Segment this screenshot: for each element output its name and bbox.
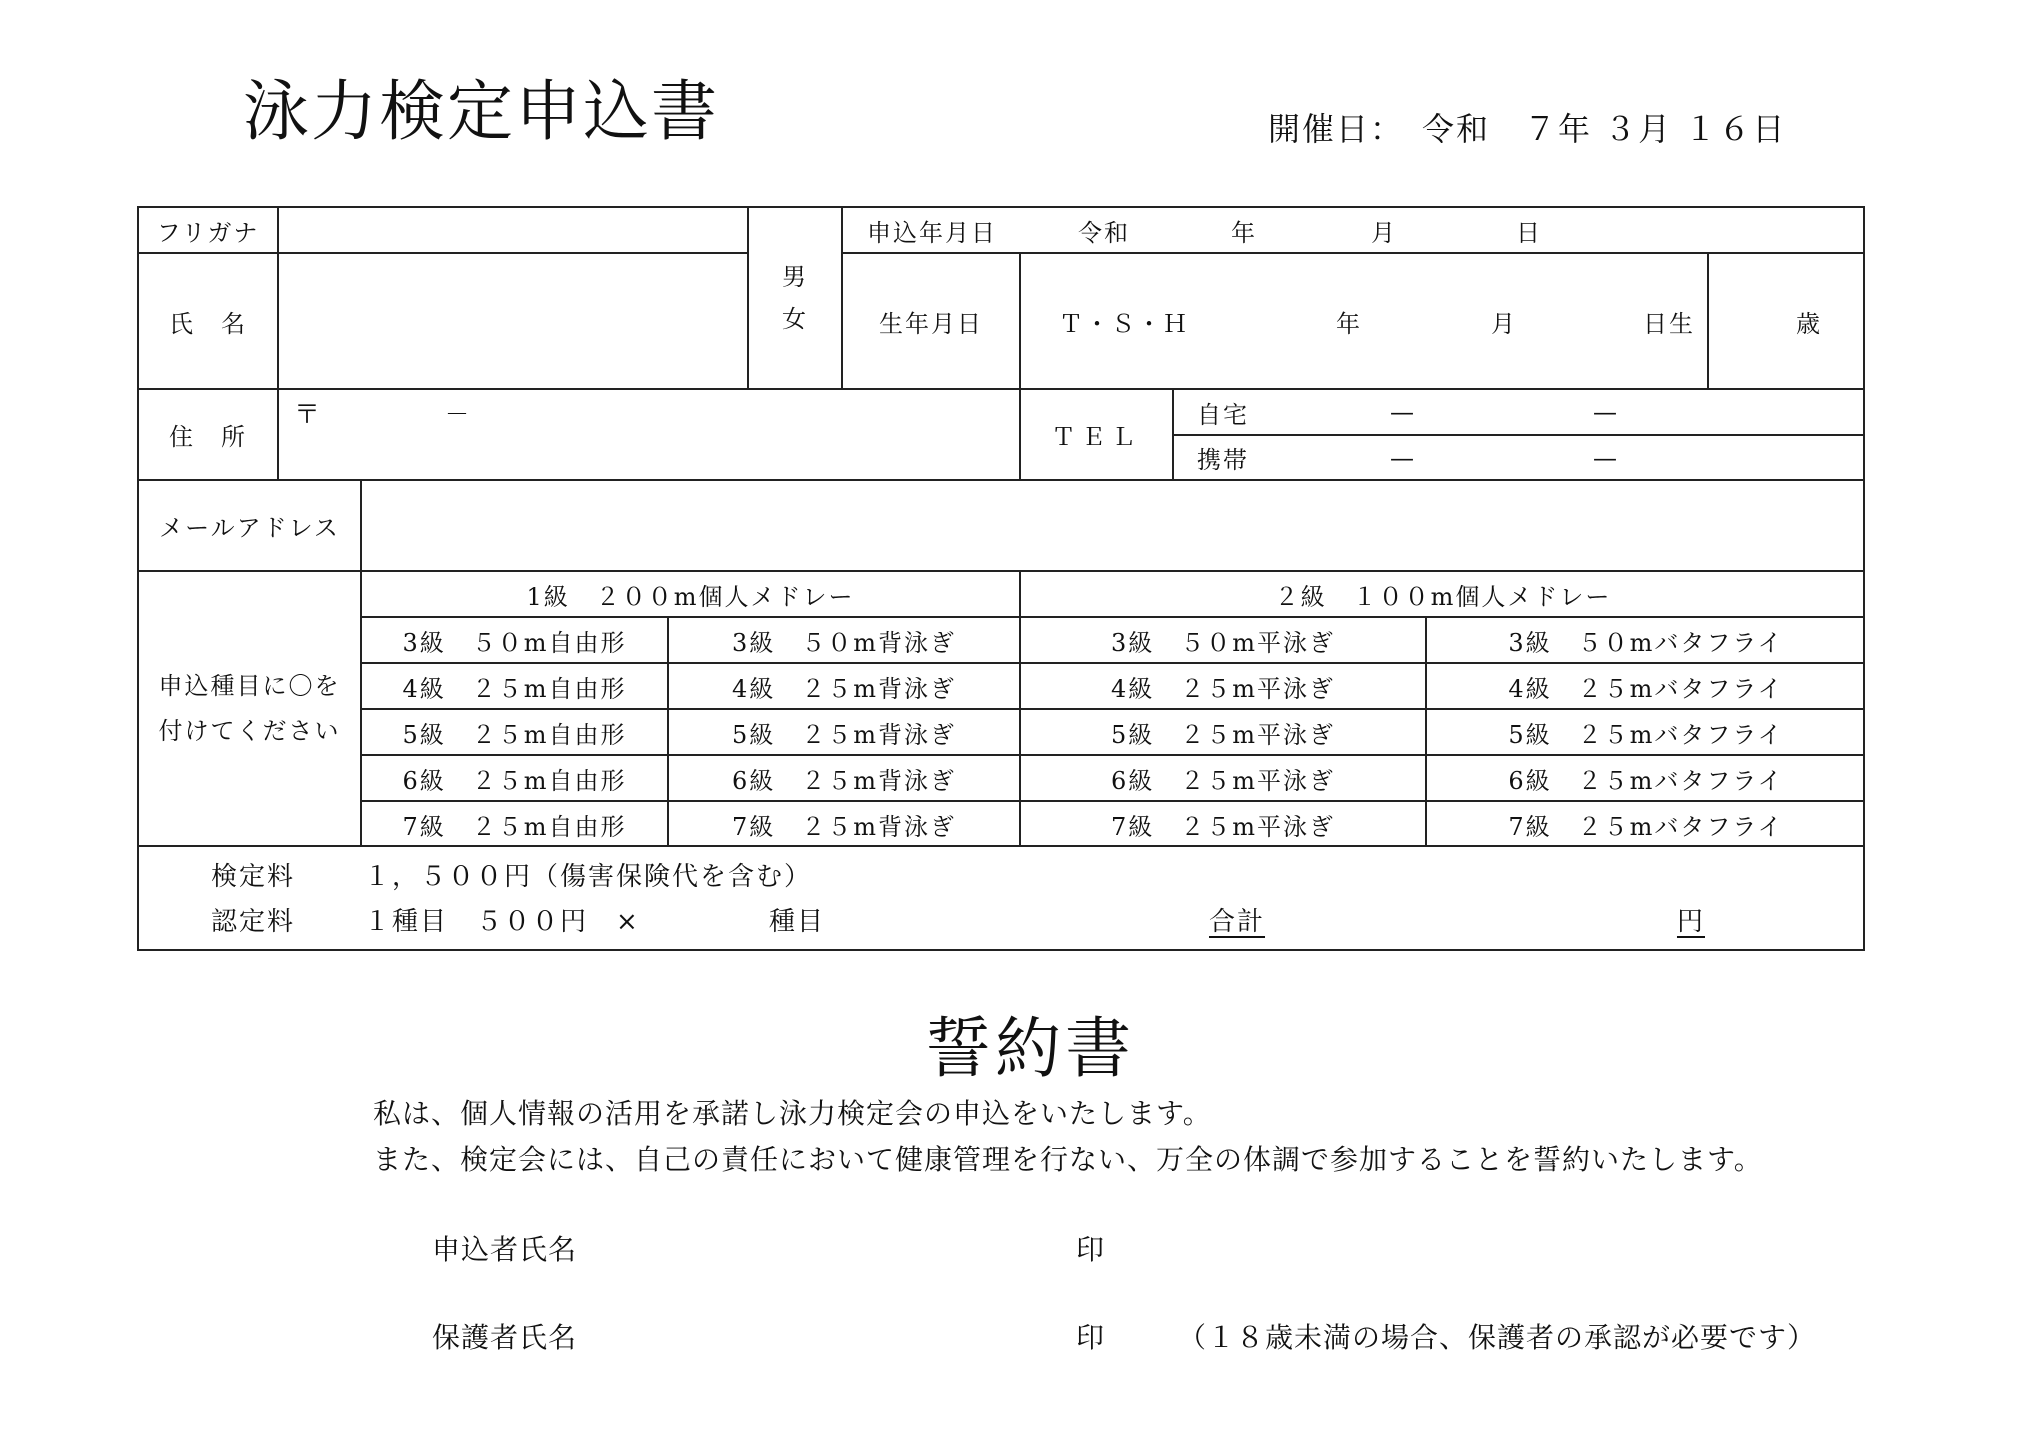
postal-mark: 〒: [294, 400, 321, 430]
event-medley-1[interactable]: 1級 ２００m個人メドレー: [526, 582, 855, 611]
birthdate-month: 月: [1491, 309, 1517, 338]
address-label: 住 所: [169, 423, 247, 451]
event-breaststroke-grade-5[interactable]: 5級 ２５m平泳ぎ: [1110, 720, 1336, 749]
exam-fee-label: 検定料: [211, 862, 296, 892]
name-label: 氏 名: [169, 309, 247, 338]
event-backstroke-grade-7[interactable]: 7級 ２５m背泳ぎ: [731, 812, 957, 841]
event-freestyle-grade-4[interactable]: 4級 ２５m自由形: [402, 674, 627, 703]
event-freestyle-grade-3[interactable]: 3級 ５０m自由形: [402, 628, 627, 657]
tel-home-label: 自宅: [1197, 400, 1249, 429]
application-date-month: 月: [1371, 218, 1397, 247]
address-field[interactable]: [279, 390, 1019, 479]
application-date-year: 年: [1231, 218, 1257, 247]
pledge-line-1: 私は、個人情報の活用を承諾し泳力検定会の申込をいたします。: [373, 1097, 1212, 1130]
application-date-day: 日: [1516, 218, 1542, 247]
applicant-seal: 印: [1076, 1233, 1106, 1266]
tel-home-dash-2: —: [1593, 398, 1617, 426]
event-breaststroke-grade-3[interactable]: 3級 ５０m平泳ぎ: [1110, 628, 1336, 657]
event-breaststroke-grade-4[interactable]: 4級 ２５m平泳ぎ: [1110, 674, 1336, 703]
guardian-name-field[interactable]: [600, 1310, 1050, 1350]
tel-home-dash-1: —: [1390, 398, 1414, 426]
email-field[interactable]: [362, 481, 1865, 570]
total-unit: 円: [1676, 907, 1705, 937]
application-form-table: [137, 206, 1865, 951]
event-butterfly-grade-3[interactable]: 3級 ５０mバタフライ: [1508, 628, 1784, 657]
event-breaststroke-grade-7[interactable]: 7級 ２５m平泳ぎ: [1110, 812, 1336, 841]
event-freestyle-grade-6[interactable]: 6級 ２５m自由形: [402, 766, 627, 795]
event-butterfly-grade-6[interactable]: 6級 ２５mバタフライ: [1508, 766, 1784, 795]
pledge-line-2: また、検定会には、自己の責任において健康管理を行ない、万全の体調で参加することを誓約いたします。: [373, 1143, 1763, 1176]
event-butterfly-grade-4[interactable]: 4級 ２５mバタフライ: [1508, 674, 1784, 703]
event-medley-2[interactable]: ２級 １００m個人メドレー: [1274, 582, 1612, 611]
furigana-label: フリガナ: [156, 218, 260, 247]
page-title: 泳力検定申込書: [243, 73, 719, 150]
applicant-name-label: 申込者氏名: [432, 1233, 578, 1266]
cert-fee-value: １種目 ５００円 ×: [364, 907, 640, 937]
birthdate-label: 生年月日: [879, 309, 983, 338]
event-date: 開催日： 令和 ７年 ３月 １６日: [1268, 110, 1787, 148]
tel-mobile-label: 携帯: [1197, 446, 1249, 474]
tel-label: ＴＥＬ: [1051, 423, 1142, 451]
tel-mobile-dash-2: —: [1593, 443, 1617, 472]
name-field[interactable]: [279, 254, 745, 388]
event-backstroke-grade-4[interactable]: 4級 ２５m背泳ぎ: [731, 674, 957, 703]
pledge-title: 誓約書: [925, 1010, 1135, 1087]
gender-male[interactable]: 男: [782, 263, 808, 291]
event-backstroke-grade-3[interactable]: 3級 ５０m背泳ぎ: [731, 628, 957, 657]
events-label-line2: 付けてください: [158, 716, 341, 745]
event-backstroke-grade-6[interactable]: 6級 ２５m背泳ぎ: [731, 766, 957, 795]
birthdate-era: Ｔ・Ｓ・Ｈ: [1059, 309, 1189, 338]
event-freestyle-grade-7[interactable]: 7級 ２５m自由形: [402, 812, 627, 841]
event-freestyle-grade-5[interactable]: 5級 ２５m自由形: [402, 720, 627, 749]
guardian-note: （１８歳未満の場合、保護者の承認が必要です）: [1178, 1321, 1817, 1354]
postal-dash: －: [445, 400, 469, 428]
gender-selector[interactable]: [749, 208, 841, 388]
events-label: [139, 572, 360, 845]
exam-fee-value: １，５００円（傷害保険代を含む）: [364, 862, 813, 892]
email-label: メールアドレス: [159, 514, 340, 542]
gender-female[interactable]: 女: [782, 305, 808, 333]
application-date-label: 申込年月日: [867, 218, 997, 247]
age-suffix: 歳: [1796, 309, 1822, 338]
events-label-line1: 申込種目に〇を: [158, 672, 341, 701]
event-butterfly-grade-7[interactable]: 7級 ２５mバタフライ: [1508, 812, 1784, 841]
furigana-field[interactable]: [279, 208, 745, 252]
cert-count-field[interactable]: [661, 898, 751, 932]
total-field[interactable]: [1209, 901, 1705, 938]
birthdate-year: 年: [1336, 309, 1362, 338]
birthdate-day-suffix: 日生: [1643, 309, 1695, 338]
application-date-era: 令和: [1078, 218, 1130, 247]
cert-fee-label: 認定料: [211, 907, 296, 937]
guardian-name-label: 保護者氏名: [432, 1321, 578, 1354]
applicant-name-field[interactable]: [600, 1222, 1050, 1262]
guardian-seal: 印: [1076, 1321, 1106, 1354]
cert-unit: 種目: [769, 907, 826, 937]
event-butterfly-grade-5[interactable]: 5級 ２５mバタフライ: [1508, 720, 1784, 749]
event-breaststroke-grade-6[interactable]: 6級 ２５m平泳ぎ: [1110, 766, 1336, 795]
tel-mobile-dash-1: —: [1390, 443, 1414, 472]
event-backstroke-grade-5[interactable]: 5級 ２５m背泳ぎ: [731, 720, 957, 749]
total-label: 合計: [1209, 907, 1266, 937]
